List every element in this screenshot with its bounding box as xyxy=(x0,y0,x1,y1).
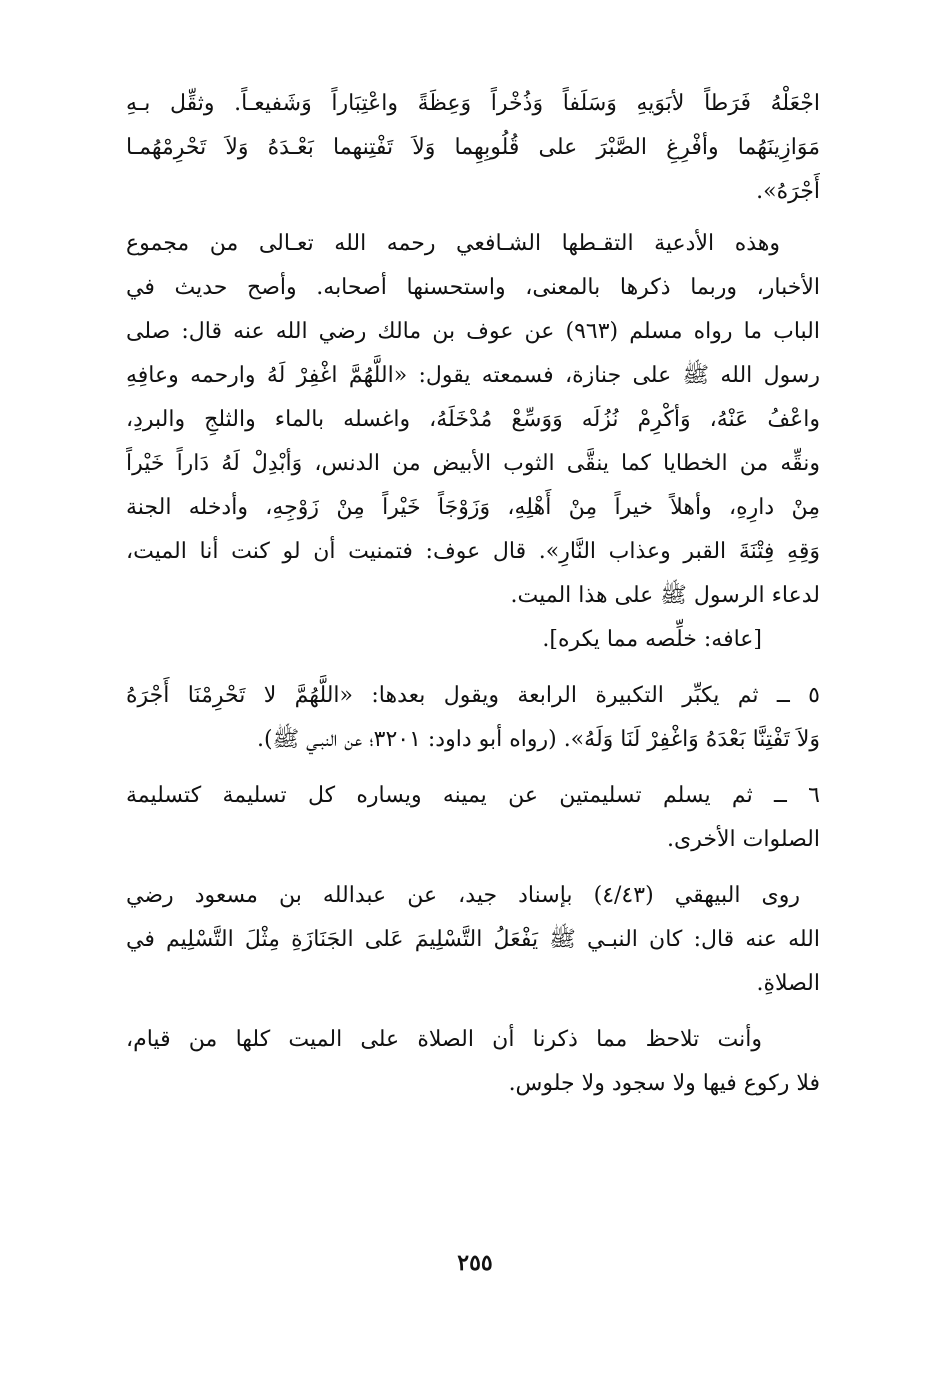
text-line: مَوَازِينَهُما وأفْرِغِ الصَّبْرَ على قُلُوبِهِما وَلاَ تَفْتِنهما بَعْـدَهُ وَلاَ تَحْرِمْهُمـا xyxy=(126,135,820,160)
text-line: ٦ ــ ثم يسلم تسليمتين عن يمينه ويساره كل تسليمة كتسليمة xyxy=(126,783,820,808)
paragraph-prayer-end xyxy=(126,82,820,214)
text-line: فلا ركوع فيها ولا سجود ولا جلوس. xyxy=(508,1071,820,1096)
paragraph-hadith-muslim xyxy=(126,222,820,618)
paragraph-step-5 xyxy=(126,674,820,762)
text-line: لدعاء الرسول ﷺ على هذا الميت. xyxy=(510,583,820,608)
text-line: وَقِهِ فِتْنَةَ القبر وعذاب النَّارِ». قال عوف: فتمنيت أن لو كنت أنا الميت، xyxy=(126,539,820,564)
page-body xyxy=(126,82,820,1106)
text-line: واعْفُ عَنْهُ، وَأكْرِمْ نُزُلَه وَوَسِّعْ مُدْخَلَهُ، واغسله بالماء والثلجِ والبردِ، xyxy=(126,407,820,432)
text-line: مِنْ دارِهِ، وأهلاً خيراً مِنْ أَهْلِهِ، وَزَوْجَاً خَيْراً مِنْ زَوْجِهِ، وأدخله الجنة xyxy=(126,495,820,520)
text-line: ونقِّه من الخطايا كما ينقَّى الثوب الأبيض من الدنس، وَأبْدِلْ لَهُ دَاراً خَيْراً xyxy=(126,451,820,476)
text-line: وهذه الأدعية التقـطها الشـافعي رحمه الله تعـالى من مجموع xyxy=(126,231,780,256)
paragraph-conclusion xyxy=(126,1018,820,1106)
text-line: الصلوات الأخرى. xyxy=(667,827,820,852)
text-line: أَجْرَهُ». xyxy=(756,179,820,204)
paragraph-gloss xyxy=(126,618,820,662)
text-line: رسول الله ﷺ على جنازة، فسمعته يقول: «اللَّهُمَّ اغْفِرْ لَهُ وارحمه وعافِهِ xyxy=(126,363,820,388)
paragraph-step-6 xyxy=(126,774,820,862)
text-line: الله عنه قال: كان النبـي ﷺ يَفْعَلُ التَّسْلِيمَ عَلى الجَنَازَةِ مِثْلَ التَّسْلِيم في xyxy=(126,927,820,952)
page-number: ٢٥٥ xyxy=(457,1250,493,1276)
text-line: الصلاةِ. xyxy=(756,971,820,996)
text-line: [عافه: خلِّصه مما يكره]. xyxy=(542,627,762,652)
text-line: روى البيهقي (٤/٤٣) بإسناد جيد، عن عبدالله بن مسعود رضي xyxy=(126,883,800,908)
text-line: الأخبار، وربما ذكرها بالمعنى، واستحسنها أصحابه. وأصح حديث في xyxy=(126,275,820,300)
text-line: ٥ ــ ثم يكبِّر التكبيرة الرابعة ويقول بعدها: «اللَّهُمَّ لا تَحْرِمْنَا أَجْرَهُ xyxy=(126,683,820,708)
text-line: الباب ما رواه مسلم (٩٦٣) عن عوف بن مالك رضي الله عنه قال: صلى xyxy=(126,319,820,344)
text-line: اجْعَلْهُ فَرَطاً لأبَوَيهِ وَسَلَفاً وَذُخْراً وَعِظَةً واعْتِبَاراً وَشَفيعـاً. وثقِّل بـهِ xyxy=(126,91,820,116)
text-line: وأنت تلاحظ مما ذكرنا أن الصلاة على الميت كلها من قيام، xyxy=(126,1027,762,1052)
paragraph-bayhaqi xyxy=(126,874,820,1006)
text-line: وَلاَ تَفْتِنَّا بَعْدَهُ وَاغْفِرْ لَنَا وَلَهُ». (رواه أبو داود: ٣٢٠١؛ عن النبـي ﷺ). xyxy=(257,727,820,752)
